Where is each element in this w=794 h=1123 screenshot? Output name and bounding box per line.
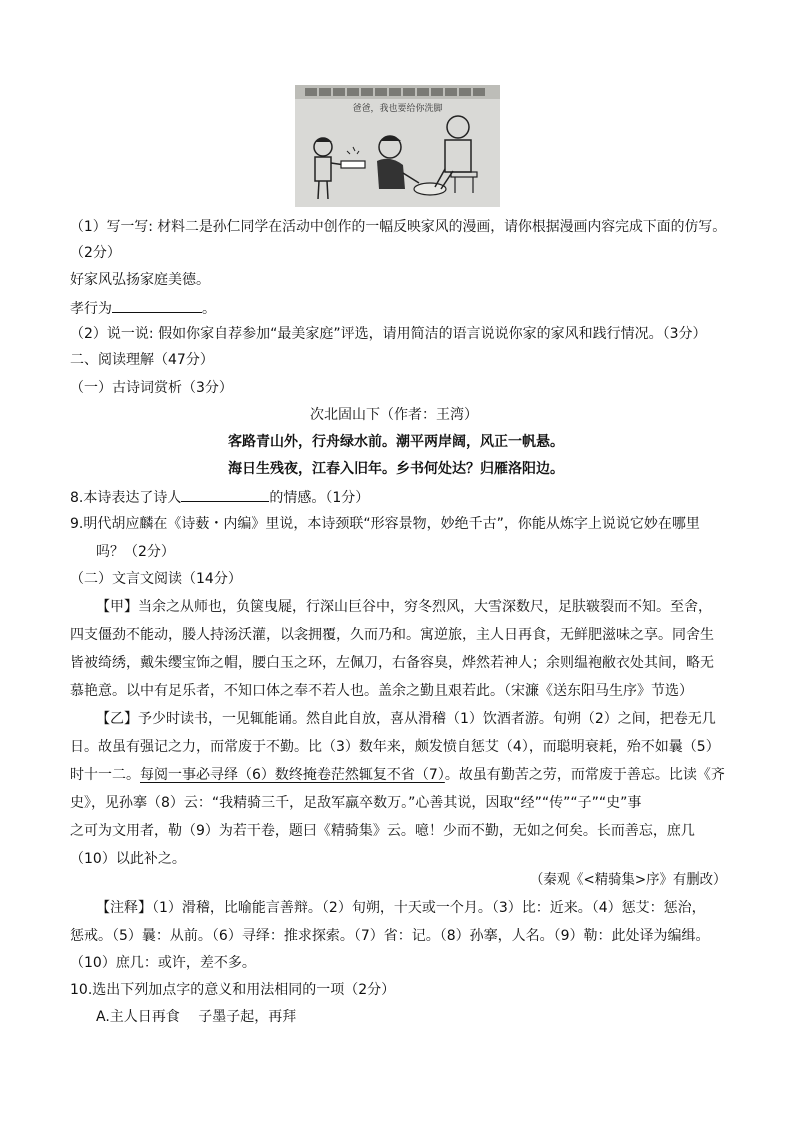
annotation-line: 【注释】（1）滑稽，比喻能言善辩。（2）旬朔，十天或一个月。（3）比：近来。（4）惩艾：惩治，	[96, 900, 706, 916]
passage-jia-line: 慕艳意。以中有足乐者，不知口体之奉不若人也。盖余之勤且艰若此。（宋濂《送东阳马生序》节选）	[70, 683, 693, 699]
passage-yi-line: 之可为文用者，勒（9）为若干卷，题曰《精骑集》云。噫！少而不勤，无如之何矣。长而善忘，庶几	[70, 823, 695, 839]
passage-yi-line: 史》，见孙搴（8）云：“我精骑三千，足敌军羸卒数万。”心善其说，因取“经”“传”“子”“史”事	[70, 795, 642, 811]
passage-yi-line	[70, 765, 725, 785]
passage-jia-line: 【甲】当余之从师也，负箧曳屣，行深山巨谷中，穷冬烈风，大雪深数尺，足肤皲裂而不知。至舍，	[96, 599, 712, 615]
question-1-score: （2分）	[70, 245, 121, 261]
question-2-say: （2）说一说: 假如你家自荐参加“最美家庭”评选，请用简洁的语言说说你家的家风和践行情况。（3分）	[70, 326, 707, 342]
question-8-prefix: 8.本诗表达了诗人	[70, 490, 182, 506]
comic-caption: 爸爸，我也要给你洗脚	[352, 104, 443, 114]
passage-yi-line: 【乙】予少时读书，一见辄能诵。然自此自放，喜从滑稽（1）饮酒者游。旬朔（2）之间，把卷无几	[96, 711, 716, 727]
passage-jia-line: 皆被绮绣，戴朱缨宝饰之帽，腰白玉之环，左佩刀，右备容臭，烨然若神人；余则缊袍敝衣处其间，略无	[70, 655, 714, 671]
model-sentence: 好家风弘扬家庭美德。	[70, 272, 210, 288]
imitation-prefix: 孝行为	[70, 301, 112, 317]
subsection-classical: （二）文言文阅读（14分）	[70, 571, 242, 587]
poem-title: 次北固山下（作者：王湾）	[310, 407, 478, 423]
annotation-line: 惩戒。（5）曩：从前。（6）寻绎：推求探索。（7）省：记。（8）孙搴，人名。（9）勒：此处译为编缉。	[70, 928, 710, 944]
question-8	[70, 486, 369, 508]
answer-blank[interactable]	[181, 486, 269, 502]
imitation-suffix: 。	[202, 301, 216, 317]
passage-yi-line: 日。故虽有强记之力，而常废于不勤。比（3）数年来，颇发愤自惩艾（4），而聪明衰耗，殆不如曩（5）	[70, 739, 720, 755]
imitation-line	[70, 297, 216, 319]
section-heading: 二、阅读理解（47分）	[70, 352, 214, 368]
question-10-option-a: A.主人日再食 子墨子起，再拜	[96, 1009, 297, 1025]
passage-yi-line: （10）以此补之。	[70, 851, 186, 867]
passage-yi-text: 。故虽有勤苦之劳，而常废于善忘。比读《齐	[444, 767, 725, 783]
question-9-cont: 吗？（2分）	[96, 544, 175, 560]
poem-line-2: 海日生残夜，江春入旧年。乡书何处达？归雁洛阳边。	[228, 461, 564, 477]
question-1-write: （1）写一写: 材料二是孙仁同学在活动中创作的一幅反映家风的漫画，请你根据漫画内容完成下面的仿写。	[70, 219, 727, 235]
underlined-sentence: 每阅一事必寻绎（6）数终掩卷茫然辄复不省（7）	[140, 767, 445, 783]
annotation-line: （10）庶几：或许，差不多。	[70, 955, 256, 971]
answer-blank[interactable]	[112, 297, 202, 313]
comic-illustration	[295, 85, 500, 207]
passage-source: （秦观《<精骑集>序》有删改）	[530, 872, 727, 888]
subsection-poetry: （一）古诗词赏析（3分）	[70, 380, 233, 396]
question-9: 9.明代胡应麟在《诗薮・内编》里说，本诗颈联“形容景物，妙绝千古”，你能从炼字上说说它妙在哪里	[70, 516, 700, 532]
question-10: 10.选出下列加点字的意义和用法相同的一项（2分）	[70, 982, 396, 998]
question-8-suffix: 的情感。（1分）	[269, 490, 370, 506]
passage-yi-text: 时十一二。	[70, 767, 140, 783]
poem-line-1: 客路青山外，行舟绿水前。潮平两岸阔，风正一帆悬。	[228, 434, 564, 450]
passage-jia-line: 四支僵劲不能动，媵人持汤沃灌，以衾拥覆，久而乃和。寓逆旅，主人日再食，无鲜肥滋味之享。同舍生	[70, 627, 714, 643]
